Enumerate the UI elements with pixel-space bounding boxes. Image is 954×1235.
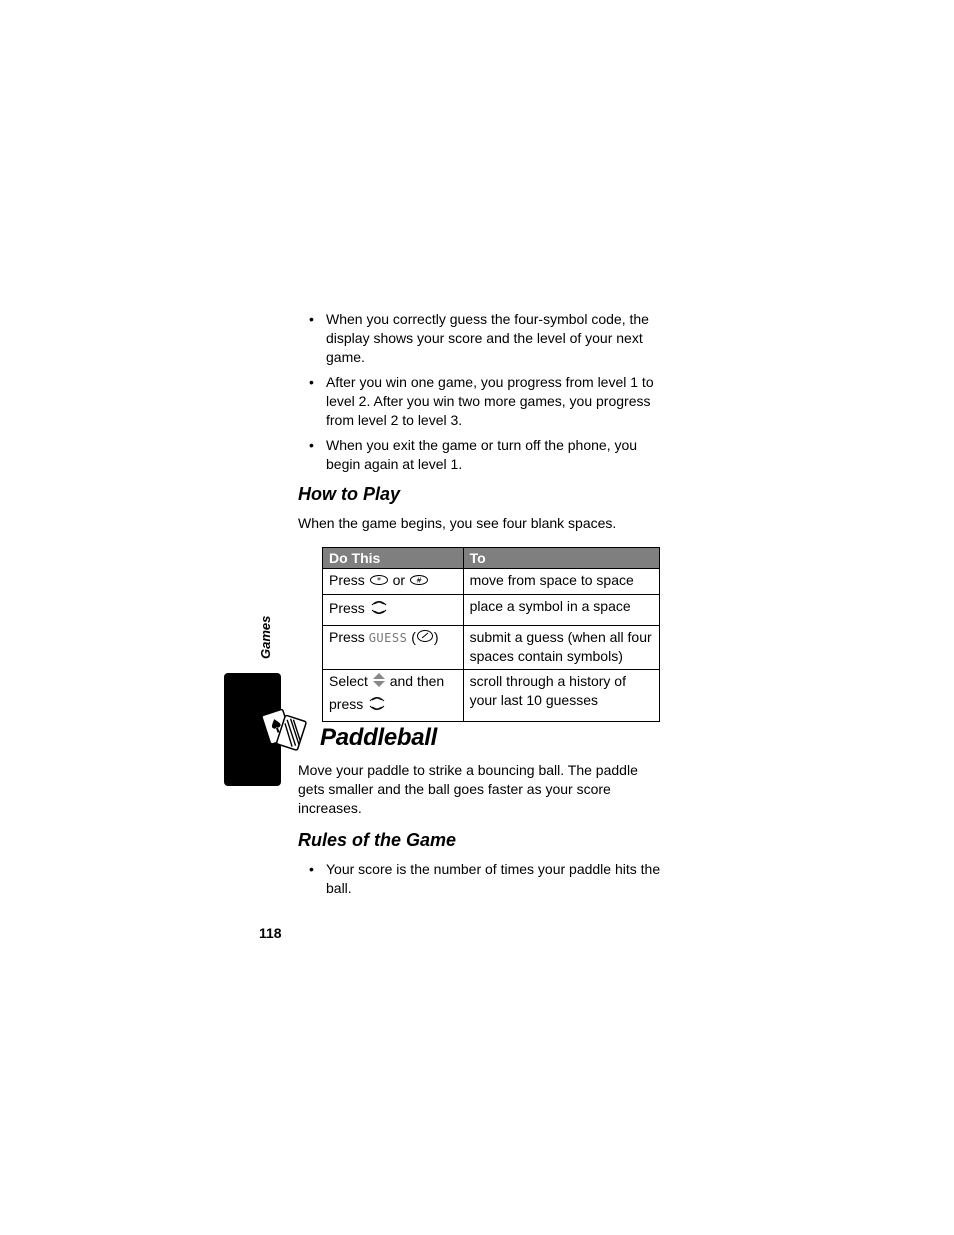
column-header-do: Do This: [323, 548, 464, 569]
table-header-row: [323, 548, 660, 569]
how-to-play-heading: How to Play: [298, 484, 401, 504]
column-header-to: To: [463, 548, 659, 569]
list-item: • After you win one game, you progress from level 1 to level 2. After you win two more games, you progress from level 2 to level 3.: [309, 374, 654, 428]
list-item: • When you exit the game or turn off the phone, you begin again at level 1.: [309, 437, 638, 472]
table-row: [323, 569, 660, 595]
page-number: 118: [259, 925, 282, 941]
pound-key-icon: [409, 572, 429, 591]
controls-table: [322, 547, 660, 722]
side-tab-label: Games: [258, 615, 273, 659]
intro-bullets: [298, 310, 663, 480]
guess-softkey-label: GUESS: [368, 630, 408, 645]
table-cell: Press GUESS ( ): [323, 625, 464, 669]
nav-key-icon: [372, 672, 386, 693]
table-row: [323, 625, 660, 669]
svg-text:#: #: [415, 576, 422, 585]
table-cell: Press: [323, 594, 464, 625]
list-item: • Your score is the number of times your paddle hits the ball.: [309, 861, 661, 896]
rules-bullets: [298, 860, 663, 904]
soft-key-icon: [416, 629, 434, 648]
table-row: [323, 594, 660, 625]
table-cell: move from space to space: [463, 569, 659, 595]
how-to-play-text: When the game begins, you see four blank spaces.: [298, 515, 617, 531]
menu-key-icon: [367, 693, 387, 718]
svg-text:*: *: [376, 575, 381, 585]
list-item: • When you correctly guess the four-symbol code, the display shows your score and the level of your next game.: [309, 311, 649, 365]
menu-key-icon: [369, 597, 389, 622]
table-cell: scroll through a history of your last 10 guesses: [463, 669, 659, 721]
table-cell: submit a guess (when all four spaces contain symbols): [463, 625, 659, 669]
table-cell: Press * or #: [323, 569, 464, 595]
table-row: [323, 669, 660, 721]
rules-heading: Rules of the Game: [298, 830, 457, 850]
paddleball-title: Paddleball: [320, 724, 438, 751]
paddleball-description: Move your paddle to strike a bouncing ball. The paddle gets smaller and the ball goes faster as your score increases.: [298, 762, 638, 816]
playing-cards-icon: [258, 706, 310, 756]
table-cell: place a symbol in a space: [463, 594, 659, 625]
star-key-icon: [369, 572, 389, 591]
table-cell: Select and then press: [323, 669, 464, 721]
